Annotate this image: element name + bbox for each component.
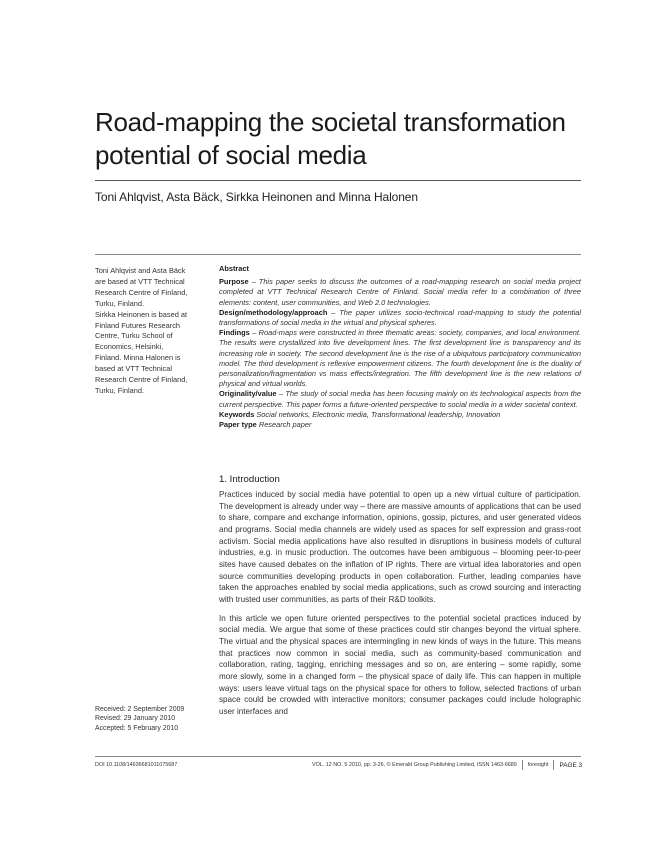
citation-text: VOL. 12 NO. 5 2010, pp. 3-26, © Emerald Group Publishing Limited, ISSN 1463-6689 — [312, 762, 517, 768]
abstract-block — [219, 264, 581, 430]
keywords-label: Keywords — [219, 409, 255, 419]
paper-type-label: Paper type — [219, 420, 257, 430]
paper-type-text: Research paper — [256, 420, 312, 430]
affiliation-line: Finland Futures Research — [95, 320, 181, 330]
affiliation-line: Sirkka Heinonen is based at — [95, 309, 188, 319]
introduction-heading: 1. Introduction — [219, 474, 280, 485]
section-rule — [95, 254, 581, 255]
affiliation-line: Centre, Turku School of — [95, 331, 173, 341]
affiliation-line: Economics, Helsinki, — [95, 342, 164, 352]
abstract-purpose — [219, 277, 581, 308]
affiliation-line: Turku, Finland. — [95, 385, 145, 395]
title-line-2: potential of social media — [95, 140, 367, 170]
affiliation-line: Research Centre of Finland, — [95, 375, 188, 385]
author-list: Toni Ahlqvist, Asta Bäck, Sirkka Heinonen and Minna Halonen — [95, 190, 418, 204]
accepted-date: Accepted: 5 February 2010 — [95, 724, 179, 732]
affiliation-line: Research Centre of Finland, — [95, 287, 188, 297]
affiliation-line: Turku, Finland. — [95, 298, 145, 308]
affiliation-line: are based at VTT Technical — [95, 276, 185, 286]
affiliation-line: based at VTT Technical — [95, 364, 172, 374]
body-text — [219, 489, 581, 724]
received-date: Received: 2 September 2009 — [95, 706, 185, 713]
abstract-keywords — [219, 410, 581, 420]
footer-rule — [95, 756, 581, 757]
purpose-label: Purpose — [219, 277, 249, 287]
submission-dates — [95, 705, 215, 733]
originality-text: – The study of social media has been focusing mainly on its technological aspects from the current perspective. This paper forms a future-oriented perspective to social media in a wider societal context. — [219, 389, 581, 409]
page-number: PAGE 3 — [559, 761, 583, 769]
footer-citation — [312, 760, 582, 770]
abstract-design — [219, 308, 581, 328]
body-paragraph: Practices induced by social media have potential to open up a new virtual culture of participation. The development is already under way – there are massive amounts of applications that can be used to share, compare and exchange information, opinions, gossip, pictures, and user generated videos and programs. Social media channels are widely used as spaces for self expression and grass-root activism. Social media applications have also resulted in disruptions in business models of cultural industries, e.g. in music production. The outcomes have been ambiguous – blooming peer-to-peer sites have caused debates on the inflation of IP rights. There are virtual idea laboratories and open source communities developing products in open collaboration. Further, leading companies have taken the approaches enabled by social media applications, such as crowd sourcing and interacting with trusted user communities, as parts of their R&D toolkits. — [219, 490, 581, 604]
title-line-1: Road-mapping the societal transformation — [95, 107, 566, 137]
revised-date: Revised: 29 January 2010 — [95, 715, 176, 723]
affiliation-line: Toni Ahlqvist and Asta Bäck — [95, 266, 186, 275]
design-text: – The paper utilizes socio-technical road-mapping to study the potential transformations of social media in the virtual and physical spheres. — [219, 307, 581, 328]
title-rule — [95, 180, 581, 181]
journal-name: foresight — [527, 762, 549, 768]
abstract-heading: Abstract — [219, 264, 249, 273]
design-label: Design/methodology/approach — [219, 307, 328, 317]
author-affiliations — [95, 266, 203, 397]
keywords-text: Social networks, Electronic media, Transformational leadership, Innovation — [254, 409, 501, 419]
doi-text: DOI 10.1108/14636681011075687 — [95, 762, 178, 768]
abstract-originality — [219, 389, 581, 409]
originality-label: Originality/value — [219, 389, 277, 399]
findings-label: Findings — [219, 328, 250, 338]
footer-divider — [522, 760, 523, 770]
findings-text: – Road-maps were constructed in three thematic areas: society, companies, and local environment. The results were crystallized into five development lines. The first development line is transparency and its increasing role in society. The second development line is the rise of a ubiquitous participatory communication model. The third development is reflexive empowerment citizens. The fourth development line is the duality of personalization/fragmentation vs mass effects/integration. The fifth development line is the new relations of physical and virtual worlds. — [219, 328, 581, 389]
abstract-findings — [219, 328, 581, 389]
purpose-text: – This paper seeks to discuss the outcomes of a road-mapping research on social media project completed at VTT Technical Research Centre of Finland. Social media refer to a combination of three elements: content, user communities, and Web 2.0 technologies. — [219, 277, 581, 307]
abstract-paper-type — [219, 420, 581, 430]
affiliation-line: Finland. Minna Halonen is — [95, 353, 181, 363]
body-paragraph: In this article we open future oriented perspectives to the potential societal practices induced by social media. We argue that some of these practices could stir changes beyond the virtual sphere. The virtual and the physical spaces are intermingling in new kinds of ways in the future. This means that practices now common in social media, such as community-based communication and collaboration, rating, tagging, enriching messages and so on, are entering – some rapidly, some more slowly, some in a changed form – the physical space of daily life. This can happen in multiple ways: users leave virtual tags on the physical space for others to follow, selected fractions of urban space could be crowded with interactive monitors; consumer packages could include holographic user interfaces and — [219, 613, 581, 716]
footer-divider — [553, 760, 554, 770]
paper-title — [95, 106, 615, 172]
